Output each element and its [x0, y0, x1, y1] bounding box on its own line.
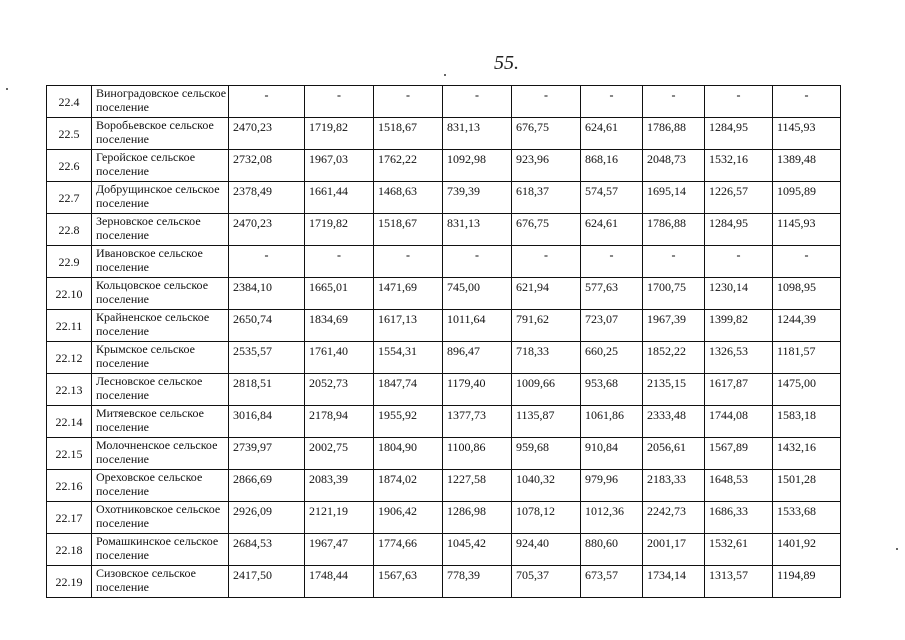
value-cell: 2083,39: [305, 470, 374, 502]
value-cell: 2684,53: [229, 534, 305, 566]
value-cell: 1834,69: [305, 310, 374, 342]
value-cell: -: [773, 86, 841, 118]
value-cell: 3016,84: [229, 406, 305, 438]
value-cell: 953,68: [581, 374, 643, 406]
table-row: [47, 342, 841, 374]
margin-mark: [6, 88, 8, 90]
value-cell: 1661,44: [305, 182, 374, 214]
row-number: 22.16: [47, 470, 92, 502]
value-cell: 673,57: [581, 566, 643, 598]
value-cell: 1567,63: [374, 566, 443, 598]
value-cell: 1284,95: [705, 118, 773, 150]
value-cell: 2183,33: [643, 470, 705, 502]
value-cell: 718,33: [512, 342, 581, 374]
table-row: [47, 214, 841, 246]
table-row: [47, 534, 841, 566]
value-cell: 621,94: [512, 278, 581, 310]
value-cell: 923,96: [512, 150, 581, 182]
value-cell: 1518,67: [374, 214, 443, 246]
value-cell: 2732,08: [229, 150, 305, 182]
value-cell: -: [705, 246, 773, 278]
page-number: 55.: [494, 52, 519, 74]
value-cell: 1719,82: [305, 118, 374, 150]
value-cell: -: [305, 86, 374, 118]
value-cell: 2052,73: [305, 374, 374, 406]
value-cell: 1040,32: [512, 470, 581, 502]
row-number: 22.4: [47, 86, 92, 118]
value-cell: 1648,53: [705, 470, 773, 502]
value-cell: 624,61: [581, 214, 643, 246]
value-cell: 1967,03: [305, 150, 374, 182]
value-cell: 1719,82: [305, 214, 374, 246]
value-cell: 2470,23: [229, 118, 305, 150]
table-row: [47, 470, 841, 502]
row-number: 22.6: [47, 150, 92, 182]
value-cell: 1475,00: [773, 374, 841, 406]
table-row: [47, 566, 841, 598]
value-cell: 1230,14: [705, 278, 773, 310]
value-cell: -: [773, 246, 841, 278]
settlement-name: Крымское сельское поселение: [92, 342, 229, 374]
value-cell: 2121,19: [305, 502, 374, 534]
settlement-name: Кольцовское сельское поселение: [92, 278, 229, 310]
value-cell: 910,84: [581, 438, 643, 470]
value-cell: 1786,88: [643, 118, 705, 150]
value-cell: 1955,92: [374, 406, 443, 438]
value-cell: 624,61: [581, 118, 643, 150]
value-cell: 660,25: [581, 342, 643, 374]
value-cell: -: [374, 86, 443, 118]
value-cell: 1874,02: [374, 470, 443, 502]
value-cell: 1554,31: [374, 342, 443, 374]
value-cell: 2002,75: [305, 438, 374, 470]
value-cell: 1377,73: [443, 406, 512, 438]
row-number: 22.18: [47, 534, 92, 566]
value-cell: 1135,87: [512, 406, 581, 438]
value-cell: 1734,14: [643, 566, 705, 598]
settlement-name: Зерновское сельское поселение: [92, 214, 229, 246]
value-cell: -: [643, 86, 705, 118]
value-cell: 1852,22: [643, 342, 705, 374]
table-row: [47, 246, 841, 278]
value-cell: 1061,86: [581, 406, 643, 438]
value-cell: 1761,40: [305, 342, 374, 374]
value-cell: -: [229, 86, 305, 118]
row-number: 22.9: [47, 246, 92, 278]
value-cell: 2048,73: [643, 150, 705, 182]
value-cell: 1227,58: [443, 470, 512, 502]
value-cell: 1762,22: [374, 150, 443, 182]
value-cell: 1501,28: [773, 470, 841, 502]
table-row: [47, 438, 841, 470]
value-cell: 1432,16: [773, 438, 841, 470]
value-cell: -: [512, 246, 581, 278]
value-cell: -: [229, 246, 305, 278]
value-cell: 1532,16: [705, 150, 773, 182]
value-cell: 1468,63: [374, 182, 443, 214]
row-number: 22.14: [47, 406, 92, 438]
table-row: [47, 374, 841, 406]
settlement-name: Добрущинское сельское поселение: [92, 182, 229, 214]
value-cell: 1665,01: [305, 278, 374, 310]
value-cell: 1098,95: [773, 278, 841, 310]
value-cell: 618,37: [512, 182, 581, 214]
value-cell: 739,39: [443, 182, 512, 214]
table-row: [47, 310, 841, 342]
value-cell: 1567,89: [705, 438, 773, 470]
value-cell: 1389,48: [773, 150, 841, 182]
value-cell: 1012,36: [581, 502, 643, 534]
value-cell: 2384,10: [229, 278, 305, 310]
row-number: 22.11: [47, 310, 92, 342]
value-cell: 2333,48: [643, 406, 705, 438]
value-cell: 1967,47: [305, 534, 374, 566]
row-number: 22.5: [47, 118, 92, 150]
value-cell: 896,47: [443, 342, 512, 374]
value-cell: 1401,92: [773, 534, 841, 566]
value-cell: -: [581, 246, 643, 278]
settlement-name: Сизовское сельское поселение: [92, 566, 229, 598]
row-number: 22.7: [47, 182, 92, 214]
value-cell: 1804,90: [374, 438, 443, 470]
value-cell: 979,96: [581, 470, 643, 502]
value-cell: 1009,66: [512, 374, 581, 406]
value-cell: 1226,57: [705, 182, 773, 214]
value-cell: 778,39: [443, 566, 512, 598]
value-cell: 2378,49: [229, 182, 305, 214]
table-row: [47, 86, 841, 118]
value-cell: -: [581, 86, 643, 118]
value-cell: 924,40: [512, 534, 581, 566]
value-cell: 1078,12: [512, 502, 581, 534]
value-cell: 2535,57: [229, 342, 305, 374]
table-row: [47, 278, 841, 310]
value-cell: -: [443, 246, 512, 278]
value-cell: 1532,61: [705, 534, 773, 566]
value-cell: 831,13: [443, 214, 512, 246]
row-number: 22.10: [47, 278, 92, 310]
value-cell: 1244,39: [773, 310, 841, 342]
value-cell: 723,07: [581, 310, 643, 342]
row-number: 22.17: [47, 502, 92, 534]
value-cell: 1518,67: [374, 118, 443, 150]
value-cell: 2001,17: [643, 534, 705, 566]
value-cell: 1011,64: [443, 310, 512, 342]
value-cell: 1313,57: [705, 566, 773, 598]
value-cell: 2135,15: [643, 374, 705, 406]
value-cell: 2242,73: [643, 502, 705, 534]
value-cell: 1906,42: [374, 502, 443, 534]
settlement-name: Ореховское сельское поселение: [92, 470, 229, 502]
value-cell: 1695,14: [643, 182, 705, 214]
value-cell: 1700,75: [643, 278, 705, 310]
settlement-name: Ивановское сельское поселение: [92, 246, 229, 278]
table-body: [47, 86, 841, 598]
value-cell: 1748,44: [305, 566, 374, 598]
table-row: [47, 502, 841, 534]
value-cell: 1045,42: [443, 534, 512, 566]
value-cell: 791,62: [512, 310, 581, 342]
settlement-name: Ромашкинское сельское поселение: [92, 534, 229, 566]
value-cell: 1786,88: [643, 214, 705, 246]
value-cell: 1399,82: [705, 310, 773, 342]
value-cell: -: [305, 246, 374, 278]
table-row: [47, 182, 841, 214]
table-row: [47, 406, 841, 438]
margin-mark: [444, 74, 446, 76]
value-cell: 577,63: [581, 278, 643, 310]
value-cell: 1744,08: [705, 406, 773, 438]
value-cell: 1194,89: [773, 566, 841, 598]
value-cell: 705,37: [512, 566, 581, 598]
margin-mark: [896, 548, 898, 550]
settlement-name: Митяевское сельское поселение: [92, 406, 229, 438]
settlement-name: Геройское сельское поселение: [92, 150, 229, 182]
value-cell: 745,00: [443, 278, 512, 310]
settlement-name: Крайненское сельское поселение: [92, 310, 229, 342]
value-cell: 1145,93: [773, 118, 841, 150]
value-cell: 959,68: [512, 438, 581, 470]
value-cell: 676,75: [512, 214, 581, 246]
value-cell: -: [705, 86, 773, 118]
value-cell: 1179,40: [443, 374, 512, 406]
value-cell: 2739,97: [229, 438, 305, 470]
settlement-name: Воробьевское сельское поселение: [92, 118, 229, 150]
value-cell: 2056,61: [643, 438, 705, 470]
value-cell: 1181,57: [773, 342, 841, 374]
settlement-name: Охотниковское сельское поселение: [92, 502, 229, 534]
value-cell: 1100,86: [443, 438, 512, 470]
settlement-name: Виноградовское сельское поселение: [92, 86, 229, 118]
table-row: [47, 150, 841, 182]
value-cell: 2866,69: [229, 470, 305, 502]
value-cell: 1286,98: [443, 502, 512, 534]
value-cell: 2818,51: [229, 374, 305, 406]
value-cell: 868,16: [581, 150, 643, 182]
value-cell: 1092,98: [443, 150, 512, 182]
value-cell: 1774,66: [374, 534, 443, 566]
value-cell: -: [374, 246, 443, 278]
row-number: 22.19: [47, 566, 92, 598]
value-cell: -: [643, 246, 705, 278]
row-number: 22.8: [47, 214, 92, 246]
value-cell: 2926,09: [229, 502, 305, 534]
value-cell: 1471,69: [374, 278, 443, 310]
value-cell: 1847,74: [374, 374, 443, 406]
settlement-name: Лесновское сельское поселение: [92, 374, 229, 406]
value-cell: 1583,18: [773, 406, 841, 438]
value-cell: 2470,23: [229, 214, 305, 246]
value-cell: 574,57: [581, 182, 643, 214]
value-cell: 1686,33: [705, 502, 773, 534]
table-row: [47, 118, 841, 150]
tariff-table: [46, 85, 841, 598]
value-cell: -: [512, 86, 581, 118]
value-cell: 1617,13: [374, 310, 443, 342]
value-cell: 1533,68: [773, 502, 841, 534]
value-cell: 1095,89: [773, 182, 841, 214]
value-cell: -: [443, 86, 512, 118]
value-cell: 1617,87: [705, 374, 773, 406]
row-number: 22.15: [47, 438, 92, 470]
value-cell: 831,13: [443, 118, 512, 150]
value-cell: 2178,94: [305, 406, 374, 438]
value-cell: 1967,39: [643, 310, 705, 342]
value-cell: 2650,74: [229, 310, 305, 342]
settlement-name: Молочненское сельское поселение: [92, 438, 229, 470]
row-number: 22.12: [47, 342, 92, 374]
value-cell: 880,60: [581, 534, 643, 566]
value-cell: 676,75: [512, 118, 581, 150]
row-number: 22.13: [47, 374, 92, 406]
value-cell: 1145,93: [773, 214, 841, 246]
value-cell: 2417,50: [229, 566, 305, 598]
value-cell: 1326,53: [705, 342, 773, 374]
value-cell: 1284,95: [705, 214, 773, 246]
